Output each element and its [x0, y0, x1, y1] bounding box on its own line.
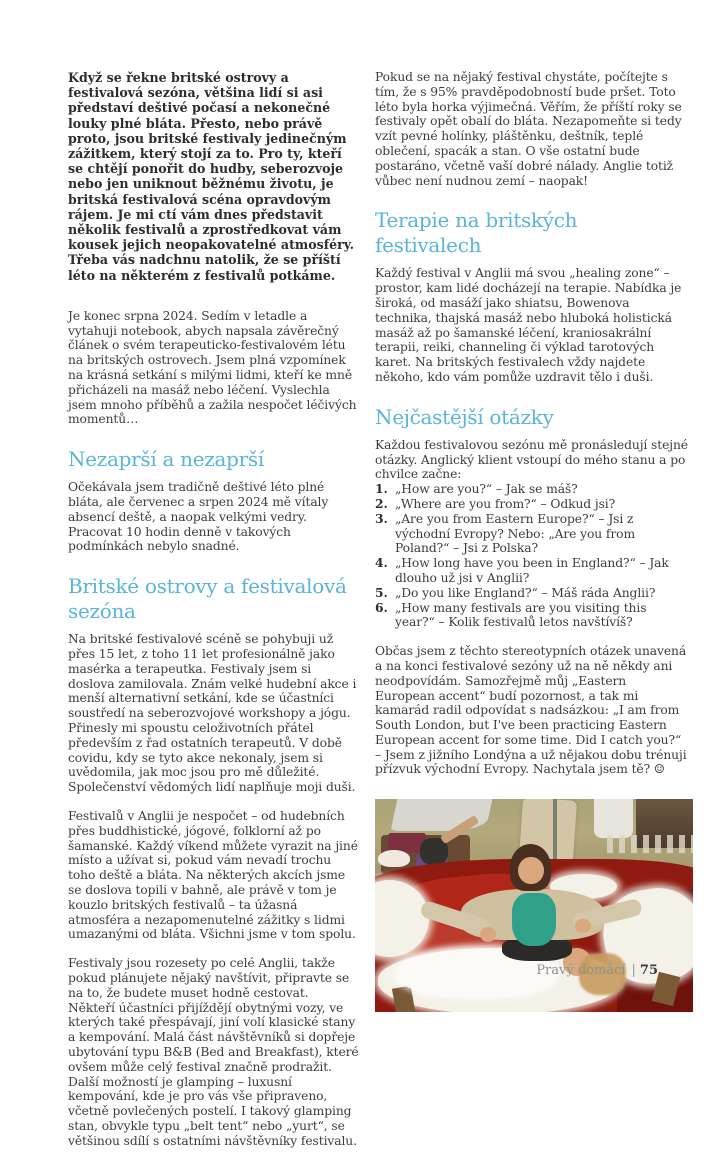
right-column — [375, 70, 689, 1012]
page-footer — [536, 963, 658, 978]
footer-separator: | — [631, 963, 636, 978]
paragraph: Očekávala jsem tradičně deštivé léto plné bláta, ale červenec a srpen 2024 mě vítaly absencí deště, a naopak velkými vedry. Pracovat 10 hodin denně v takových podmínkách nebylo snadné. — [68, 480, 329, 554]
festival-healing-photo — [375, 799, 693, 1012]
paragraph: Je konec srpna 2024. Sedím v letadle a vytahuji notebook, abych napsala závěrečný článek o svém terapeuticko-festivalovém létu na britských ostrovech. Jsem plná vzpomínek na krásná setkání s milými lidmi, kteří ke mně přicházeli na masáž nebo léčení. Vyslechla jsem mnoho příběhů a zažila nespočet léčivých momentů… — [68, 308, 357, 427]
paragraph: Na britské festivalové scéně se pohybuji už přes 15 let, z toho 11 let profesionálně jako masérka a terapeutka. Festivaly jsem si doslova zamilovala. Znám velké hudební akce i menší alternativní setkání, kde se účastníci soustředí na seberozvojové workshopy a jógu. Přinesly mi spoustu celoživotních přátel především z řad ostatních terapeutů. V době covidu, kdy se tyto akce nekonaly, jsem si uvědomila, jak moc jsou pro mě důležité. Společenství vědomých lidí naplňuje moji duši. — [68, 632, 357, 795]
list-item — [375, 512, 689, 556]
list-item-text: „Where are you from?“ – Odkud jsi? — [395, 496, 616, 511]
page-number: 75 — [639, 963, 658, 978]
paragraph: Pokud se na nějaký festival chystáte, počítejte s tím, že s 95% pravděpodobností bude pršet. Toto léto byla horka výjimečná. Věřím, že příští roky se festivaly opět obalí do bláta. Nezapomeňte si tedy vzít pevné holínky, pláštěnku, deštník, teplé oblečení, spacák a stan. O vše ostatní bude postaráno, včetně vaší dobré nálady. Anglie totiž vůbec není nudnou zemí – naopak! — [375, 70, 682, 188]
list-item-text: „How long have you been in England?“ – Jak dlouho už jsi v Anglii? — [395, 556, 669, 585]
list-item — [375, 586, 689, 601]
section-heading-otazky: Nejčastější otázky — [375, 404, 554, 429]
intro-paragraph: Když se řekne britské ostrovy a festivalová sezóna, většina lidí si asi představí deštivé počasí a nekonečné louky plné bláta. Přesto, nebo právě proto, jsou britské festivaly jedinečným zážitkem, který stojí za to. Pro ty, kteří se chtějí ponořit do hudby, seberozvoje nebo jen uniknout běžnému životu, je britská festivalová scéna opravdovým rájem. Je mi ctí vám dnes představit několik festivalů a zprostředkovat vám kousek jejich neopakovatelné atmosféry. Třeba vás nadchnu natolik, že se příští léto na některém z festivalů potkáme. — [68, 70, 355, 283]
paragraph: Občas jsem z těchto stereotypních otázek unavená a na konci festivalové sezóny už na ně někdy ani neodpovídám. Samozřejmě můj „Eastern European accent“ budí pozornost, a tak mi kamarád radil odpovídat s nadsázkou: „I am from South London, but I've been practicing Eastern European accent for some time. Did I catch you?“ – Jsem z jižního Londýna a už nějakou dobu trénuji přízvuk východní Evropy. Nachytala jsem tě? ☺ — [375, 644, 687, 777]
photo-pillow — [378, 850, 410, 867]
section-heading-terapie: Terapie na britských festivalech — [375, 208, 578, 258]
paragraph: Festivalů v Anglii je nespočet – od hudebních přes buddhistické, jógové, folklorní až po šamanské. Každý víkend můžete vyrazit na jiné místo a užívat si, pokud vám nevadí trochu toho deště a bláta. Na některých akcích jsme se doslova topili v bahně, ale právě v tom je kouzlo britských festivalů – ta úžasná atmosféra a nezapomenutelné zážitky s lidmi umazanými od bláta. Všichni jsme v tom spolu. — [68, 808, 358, 942]
list-item — [375, 601, 689, 631]
list-item — [375, 482, 689, 497]
section-heading-britske-ostrovy: Britské ostrovy a festivalová sezóna — [68, 574, 347, 624]
list-item-number: 1. — [375, 481, 388, 497]
paragraph: Festivaly jsou rozesety po celé Anglii, takže pokud plánujete nějaký navštívit, připravte se na to, že budete muset hodně cestovat. Někteří účastníci přijíždějí obytnými vozy, ve kterých také přespávají, jiní volí klasické stany a kempování. Malá část návštěvníků si dopřeje ubytování typu B&B (Bed and Breakfast), které ovšem může celý festival značně prodražit. Další možností je glamping – luxusní kempování, kde je pro vás vše připraveno, včetně povlečených postelí. I takový glamping stan, obvykle typu „belt tent“ nebo „yurt“, se většinou sdílí s ostatními návštěvníky festivalu. — [68, 956, 359, 1148]
section-heading-nezaprsi: Nezaprší a nezaprší — [68, 447, 264, 472]
left-column — [68, 70, 359, 1163]
list-item-number: 5. — [375, 584, 388, 600]
list-item-number: 6. — [375, 599, 388, 615]
photo-tent-shape — [391, 799, 493, 831]
list-item-number: 3. — [375, 510, 388, 526]
photo-therapist-hand — [480, 927, 496, 942]
list-item-number: 2. — [375, 495, 388, 511]
list-item-text: „Are you from Eastern Europe?“ – Jsi z východní Evropy? Nebo: „Are you from Poland?“ – Jsi z Polska? — [395, 511, 636, 556]
list-item-number: 4. — [375, 555, 388, 571]
paragraph: Každou festivalovou sezónu mě pronásledují stejné otázky. Anglický klient vstoupí do mého stanu a po chvilce začne: — [375, 437, 688, 482]
list-item-text: „Do you like England?“ – Máš ráda Anglii? — [395, 585, 656, 600]
photo-tent-shape — [594, 799, 632, 837]
list-item — [375, 497, 689, 512]
paragraph: Každý festival v Anglii má svou „healing zone“ – prostor, kam lidé docházejí na terapie. Nabídka je široká, od masáží jako shiatsu, Bowenova technika, thajská masáž nebo hluboká holistická masáž až po šamanské léčení, kraniosakrální terapii, reiki, channeling či výklad tarotových karet. Na britských festivalech vždy najdete někoho, kdo vám pomůže uzdravit tělo i duši. — [375, 266, 682, 384]
list-item — [375, 556, 689, 586]
photo-therapist-top — [512, 893, 557, 946]
photo-therapist-face — [518, 857, 543, 885]
list-item-text: „How are you?“ – Jak se máš? — [395, 482, 578, 497]
photo-bunting-flags — [607, 835, 693, 852]
questions-list — [375, 482, 689, 630]
magazine-name: Pravý domácí — [536, 963, 626, 978]
list-item-text: „How many festivals are you visiting this year?“ – Kolik festivalů letos navštívíš? — [395, 600, 647, 630]
